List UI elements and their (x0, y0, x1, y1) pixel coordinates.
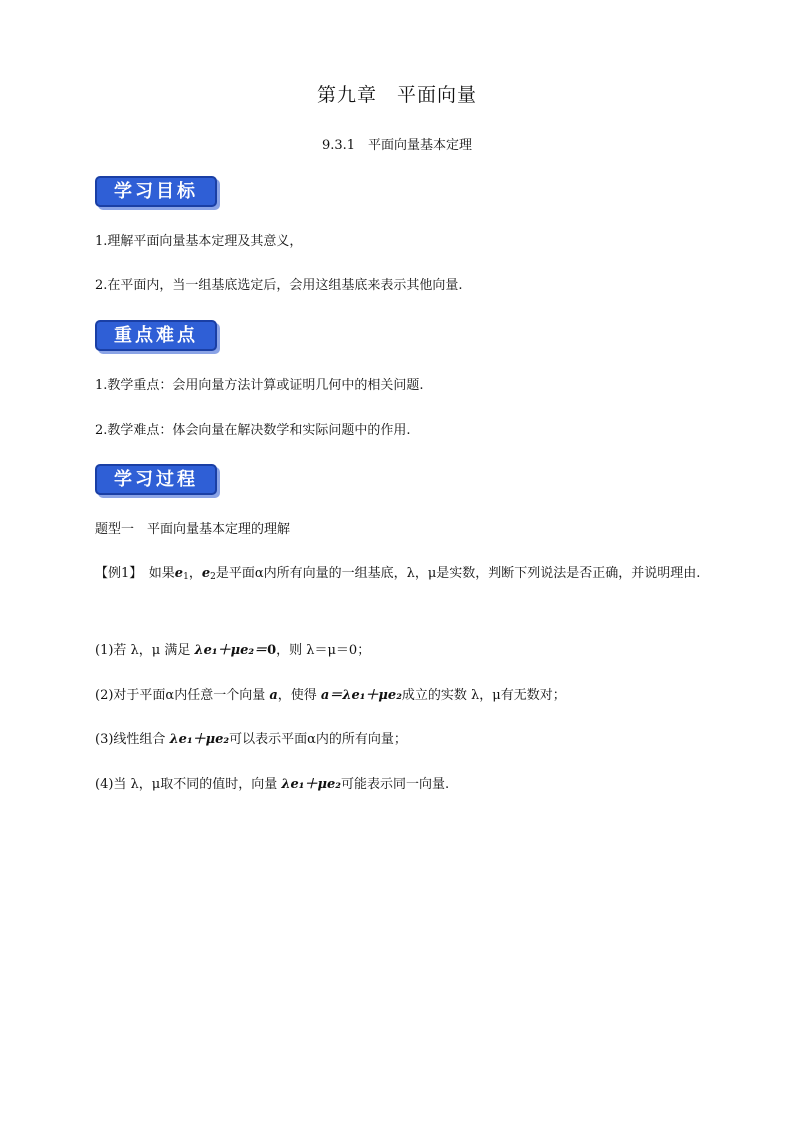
item-2-pre: (2)对于平面α内任意一个向量 (95, 688, 270, 703)
example-label: 【例1】 (95, 566, 136, 581)
example-text-b: 是平面α内所有向量的一组基底，λ，μ是实数，判断下列说法是否正确，并说明理由. (215, 566, 701, 581)
item-1-pre: (1)若 λ，μ 满足 (95, 643, 195, 658)
example-sep: ， (188, 566, 202, 581)
item-3-post: 可以表示平面α内的所有向量； (229, 732, 407, 747)
item-1-zero: 0 (267, 643, 277, 658)
key-point-item-1: 1.教学重点：会用向量方法计算或证明几何中的相关问题. (95, 378, 424, 393)
example-text-a: 如果 (135, 566, 175, 581)
chapter-title: 第九章 平面向量 (316, 84, 477, 106)
item-4-pre: (4)当 λ，μ取不同的值时，向量 (95, 777, 282, 792)
example-paragraph (95, 556, 705, 595)
vector-e1-sub: 1 (183, 572, 189, 582)
item-2-mid: ，使得 (277, 688, 321, 703)
vector-e1: e (174, 566, 184, 581)
item-1 (95, 642, 370, 660)
item-4-formula: λe₁＋μe₂ (281, 777, 341, 792)
item-3 (95, 731, 407, 749)
type-title: 题型一 平面向量基本定理的理解 (95, 522, 291, 537)
key-point-item-2: 2.教学难点：体会向量在解决数学和实际问题中的作用. (95, 423, 411, 438)
item-2-post: 成立的实数 λ，μ有无数对； (401, 688, 566, 703)
process-badge: 学习过程 (95, 464, 217, 495)
item-3-formula: λe₁＋μe₂ (169, 732, 230, 747)
vector-e2-sub: 2 (210, 572, 216, 582)
item-1-post: ，则 λ＝μ＝0； (276, 643, 371, 658)
item-2-formula: a＝λe₁＋μe₂ (320, 688, 402, 703)
objective-item-1: 1.理解平面向量基本定理及其意义， (95, 234, 303, 249)
item-3-pre: (3)线性组合 (95, 732, 170, 747)
objectives-badge: 学习目标 (95, 176, 217, 207)
item-2 (95, 687, 566, 705)
item-2-a: a (269, 688, 278, 703)
item-4 (95, 776, 449, 794)
vector-e2: e (201, 566, 211, 581)
section-title: 9.3.1 平面向量基本定理 (321, 138, 473, 153)
item-4-post: 可能表示同一向量. (340, 777, 450, 792)
key-points-badge: 重点难点 (95, 320, 217, 351)
objective-item-2: 2.在平面内，当一组基底选定后，会用这组基底来表示其他向量. (95, 278, 463, 293)
item-1-formula: λe₁＋μe₂＝ (194, 643, 268, 658)
